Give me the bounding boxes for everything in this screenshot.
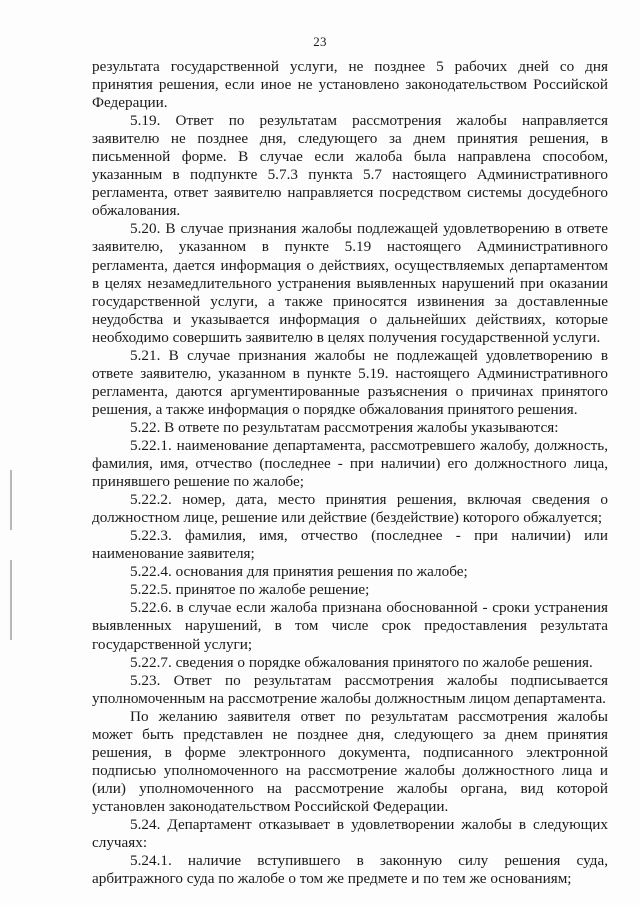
paragraph: 5.22.3. фамилия, имя, отчество (последнее - при наличии) или наименование заявителя; [92,527,608,563]
paragraph: 5.22.5. принятое по жалобе решение; [130,581,370,599]
paragraph: 5.22.7. сведения о порядке обжалования принятого по жалобе решения. [130,653,593,671]
paragraph: 5.22. В ответе по результатам рассмотрения жалобы указываются: [130,418,559,436]
paragraph: результата государственной услуги, не позднее 5 рабочих дней со дня принятия решения, если иное не установлено законодательством Российской Федерации. [92,58,608,112]
paragraph: 5.22.1. наименование департамента, рассмотревшего жалобу, должность, фамилия, имя, отчество (последнее - при наличии) его должностного лица, принявшего решение по жалобе; [92,436,608,491]
paragraph: 5.20. В случае признания жалобы подлежащей удовлетворению в ответе заявителю, указанном в пункте 5.19 настоящего Административного регламента, дается информация о действиях, осуществляемых департаментом в целях незамедлительного устранения выявленных нарушений при оказании государственной услуги, а также приносятся извинения за доставленные неудобства и указывается информация о дальнейших действиях, которые необходимо совершить заявителю в целях получения государственной услуги. [92,220,608,346]
paragraph: 5.24. Департамент отказывает в удовлетворении жалобы в следующих случаях: [92,815,608,852]
scan-margin-mark [10,470,12,530]
paragraph: 5.21. В случае признания жалобы не подлежащей удовлетворению в ответе заявителю, указанном в пункте 5.19. настоящего Административного регламента, даются аргументированные разъяснения о причинах принятого решения, а также информация о порядке обжалования принятого решения. [92,346,608,418]
page-number: 23 [313,34,327,49]
paragraph: 5.22.4. основания для принятия решения по жалобе; [130,563,468,581]
paragraph: По желанию заявителя ответ по результатам рассмотрения жалобы может быть представлен не позднее дня, следующего за днем принятия решения, в форме электронного документа, подписанного электронной подписью уполномоченного на рассмотрение жалобы должностного лица и (или) уполномоченного на рассмотрение жалобы органа, вид которой установлен законодательством Российской Федерации. [92,707,608,815]
paragraph: 5.22.2. номер, дата, место принятия решения, включая сведения о должностном лице, решение или действие (бездействие) которого обжалуется; [92,491,608,527]
paragraph: 5.19. Ответ по результатам рассмотрения жалобы направляется заявителю не позднее дня, следующего за днем принятия решения, в письменной форме. В случае если жалоба была направлена способом, указанным в подпункте 5.7.3 пункта 5.7 настоящего Административного регламента, ответ заявителю направляется посредством системы досудебного обжалования. [92,112,608,220]
paragraph: 5.23. Ответ по результатам рассмотрения жалобы подписывается уполномоченным на рассмотрение жалобы должностным лицом департамента. [92,671,608,707]
paragraph: 5.24.1. наличие вступившего в законную силу решения суда, арбитражного суда по жалобе о том же предмете и по тем же основаниям; [92,852,608,888]
document-body [92,58,608,888]
paragraph: 5.22.6. в случае если жалоба признана обоснованной - сроки устранения выявленных нарушений, в том числе срок предоставления результата государственной услуги; [92,599,608,653]
scan-margin-mark [10,560,12,640]
